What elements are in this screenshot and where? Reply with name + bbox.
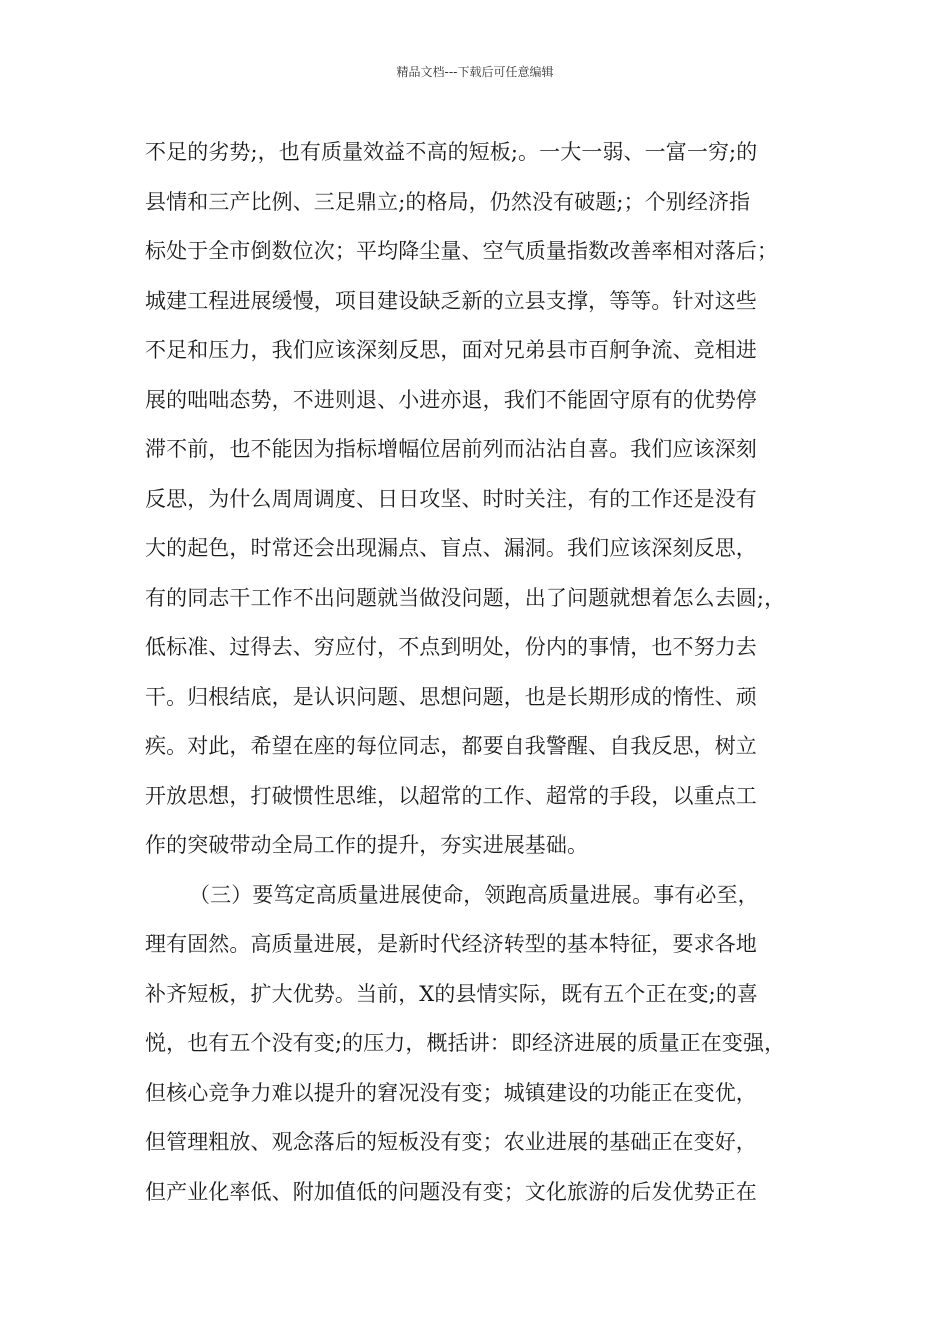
text-line: 有的同志干工作不出问题就当做没问题，出了问题就想着怎么去圆;， [145, 585, 786, 610]
text-line: 低标准、过得去、穷应付，不点到明处，份内的事情，也不努力去 [145, 635, 757, 659]
text-line: 反思，为什么周周调度、日日攻坚、时时关注，有的工作还是没有 [145, 486, 757, 511]
text-line: 大的起色，时常还会出现漏点、盲点、漏洞。我们应该深刻反思， [145, 536, 757, 560]
text-line: 干。归根结底，是认识问题、思想问题，也是长期形成的惰性、顽 [145, 684, 757, 709]
text-line: 展的咄咄态势，不进则退、小进亦退，我们不能固守原有的优势停 [145, 387, 757, 412]
text-line: 标处于全市倒数位次；平均降尘量、空气质量指数改善率相对落后； [145, 239, 778, 263]
section-heading-line: （三）要笃定高质量进展使命，领跑高质量进展。事有必至， [189, 882, 759, 907]
text-line: 县情和三产比例、三足鼎立;的格局，仍然没有破题;；个别经济指 [145, 189, 751, 214]
text-line: 悦，也有五个没有变;的压力，概括讲：即经济进展的质量正在变强， [145, 1031, 786, 1055]
text-line: 但产业化率低、附加值低的问题没有变；文化旅游的后发优势正在 [145, 1179, 757, 1204]
text-line: 补齐短板，扩大优势。当前，X的县情实际，既有五个正在变;的喜 [145, 981, 759, 1006]
text-line: 不足的劣势;，也有质量效益不高的短板;。一大一弱、一富一穷;的 [145, 140, 758, 164]
text-line: 城建工程进展缓慢，项目建设缺乏新的立县支撑，等等。针对这些 [145, 288, 757, 313]
page-header: 精品文档---下载后可任意编辑 [396, 65, 554, 79]
text-line: 疾。对此，希望在座的每位同志，都要自我警醒、自我反思，树立 [145, 734, 757, 758]
text-line: 不足和压力，我们应该深刻反思，面对兄弟县市百舸争流、竞相进 [145, 338, 757, 362]
text-line: 但管理粗放、观念落后的短板没有变；农业进展的基础正在变好， [145, 1130, 757, 1154]
document-body [145, 128, 820, 1217]
text-line: 理有固然。高质量进展，是新时代经济转型的基本特征，要求各地 [145, 932, 757, 956]
text-line: 滞不前，也不能因为指标增幅位居前列而沾沾自喜。我们应该深刻 [145, 437, 757, 461]
text-line: 作的突破带动全局工作的提升，夯实进展基础。 [145, 833, 589, 857]
text-line: 开放思想，打破惯性思维，以超常的工作、超常的手段，以重点工 [145, 783, 757, 808]
text-line: 但核心竞争力难以提升的窘况没有变；城镇建设的功能正在变优， [145, 1080, 757, 1105]
